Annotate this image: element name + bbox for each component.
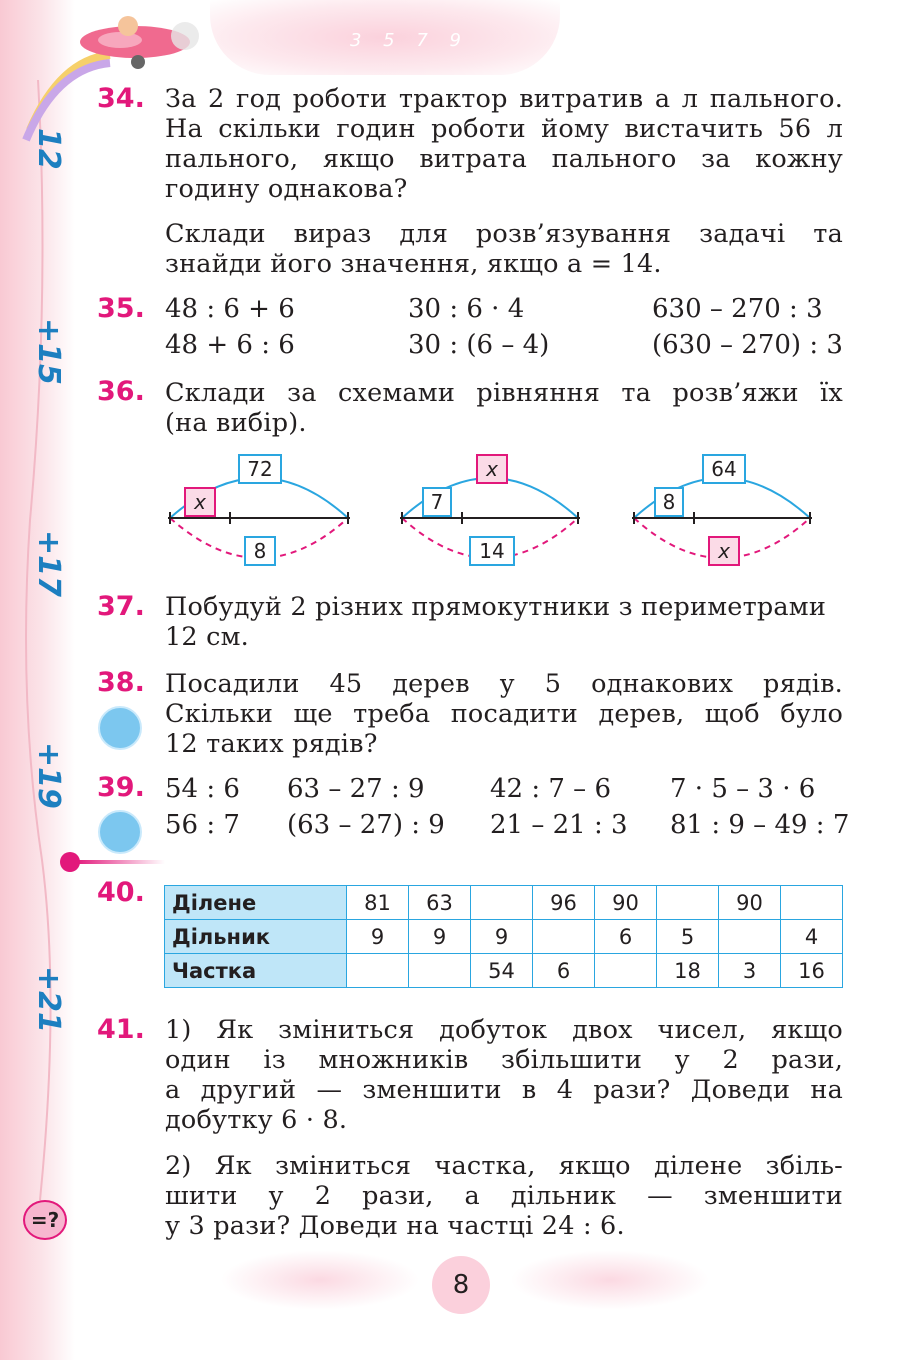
- task-number: 36.: [97, 376, 145, 407]
- task-number: 38.: [97, 667, 145, 698]
- sidebar-number: +15: [31, 318, 66, 385]
- row-header: Частка: [165, 954, 347, 988]
- task-text: а другий — зменшити в 4 рази? Доведи на: [165, 1075, 843, 1105]
- scheme-bottom-box: x: [708, 536, 740, 566]
- task-text: шити у 2 рази, а дільник — зменшити: [165, 1181, 843, 1211]
- expression: 21 – 21 : 3: [490, 810, 628, 840]
- table-cell: 4: [781, 920, 843, 954]
- task-number: 34.: [97, 83, 145, 114]
- expression: 48 + 6 : 6: [165, 330, 295, 360]
- task-text: Скільки ще треба посадити дерев, щоб було: [165, 699, 843, 729]
- table-row: [165, 954, 843, 988]
- table-cell: [347, 954, 409, 988]
- scheme-left-box: 8: [654, 487, 684, 517]
- task-text: 12 см.: [165, 622, 249, 652]
- scheme-bottom-box: 8: [244, 536, 276, 566]
- task-text: пального, якщо витрата пального за кожну: [165, 144, 843, 174]
- expression: 48 : 6 + 6: [165, 294, 295, 324]
- sidebar-number: +17: [31, 530, 66, 597]
- expression: (630 – 270) : 3: [652, 330, 843, 360]
- equals-question-icon: =?: [23, 1200, 67, 1240]
- table-cell: 81: [347, 886, 409, 920]
- task-text: За 2 год роботи трактор витратив а л пального.: [165, 84, 843, 114]
- table-cell: 63: [409, 886, 471, 920]
- scheme-left-box: 7: [422, 487, 452, 517]
- table-cell: 6: [595, 920, 657, 954]
- airplane-icon: [60, 0, 200, 80]
- table-row: [165, 920, 843, 954]
- table-cell: 9: [409, 920, 471, 954]
- table-cell: 9: [347, 920, 409, 954]
- table-cell: 90: [595, 886, 657, 920]
- task-number: 40.: [97, 877, 145, 908]
- sidebar-number: 12: [31, 128, 66, 170]
- table-cell: 3: [719, 954, 781, 988]
- table-cell: 96: [533, 886, 595, 920]
- table-cell: 90: [719, 886, 781, 920]
- scheme-bottom-box: 14: [469, 536, 515, 566]
- row-header: Дільник: [165, 920, 347, 954]
- table-cell: 16: [781, 954, 843, 988]
- table-cell: [533, 920, 595, 954]
- sidebar-number: +21: [31, 966, 66, 1033]
- task-text: (на вибір).: [165, 408, 307, 438]
- table-cell: [657, 886, 719, 920]
- table-cell: 54: [471, 954, 533, 988]
- task-text: Склади вираз для розв’язування задачі та: [165, 219, 843, 249]
- task-text: 1) Як зміниться добуток двох чисел, якщо: [165, 1015, 843, 1045]
- footer-cloud-left: [220, 1250, 420, 1310]
- task-text: у 3 рази? Доведи на частці 24 : 6.: [165, 1211, 625, 1241]
- task-number: 41.: [97, 1014, 145, 1045]
- table-cell: 5: [657, 920, 719, 954]
- scheme-top-box: x: [476, 454, 508, 484]
- task-number: 37.: [97, 591, 145, 622]
- task-text: годину однакова?: [165, 174, 408, 204]
- table-cell: 18: [657, 954, 719, 988]
- scheme-left-box: x: [184, 487, 216, 517]
- row-header: Ділене: [165, 886, 347, 920]
- task-text: 2) Як зміниться частка, якщо ділене збіль-: [165, 1151, 843, 1181]
- sidebar-number: +19: [31, 742, 66, 809]
- puzzle-icon: [98, 810, 142, 854]
- cloud-digits: 3 5 7 9: [350, 30, 469, 51]
- expression: (63 – 27) : 9: [287, 810, 445, 840]
- task-text: один із множників збільшити у 2 рази,: [165, 1045, 843, 1075]
- puzzle-icon: [98, 706, 142, 750]
- scheme-top-box: 64: [702, 454, 746, 484]
- table-cell: [719, 920, 781, 954]
- task-number: 39.: [97, 772, 145, 803]
- table-cell: [595, 954, 657, 988]
- task-text: 12 таких рядів?: [165, 729, 378, 759]
- expression: 54 : 6: [165, 774, 240, 804]
- expression: 42 : 7 – 6: [490, 774, 611, 804]
- table-cell: 6: [533, 954, 595, 988]
- table-cell: 9: [471, 920, 533, 954]
- task-number: 35.: [97, 293, 145, 324]
- page-number: 8: [432, 1256, 490, 1314]
- expression: 63 – 27 : 9: [287, 774, 425, 804]
- task-text: знайди його значення, якщо а = 14.: [165, 249, 662, 279]
- footer-cloud-right: [510, 1250, 710, 1310]
- expression: 7 · 5 – 3 · 6: [670, 774, 816, 804]
- task-text: добутку 6 · 8.: [165, 1105, 348, 1135]
- expression: 630 – 270 : 3: [652, 294, 823, 324]
- expression: 81 : 9 – 49 : 7: [670, 810, 850, 840]
- table-cell: [409, 954, 471, 988]
- task-text: На скільки годин роботи йому вистачить 56 л: [165, 114, 843, 144]
- task-text: Посадили 45 дерев у 5 однакових рядів.: [165, 669, 843, 699]
- division-table: [164, 885, 843, 988]
- task-text: Склади за схемами рівняння та розв’яжи їх: [165, 378, 843, 408]
- task-text: Побудуй 2 різних прямокутники з периметрами: [165, 592, 827, 622]
- expression: 30 : 6 · 4: [408, 294, 525, 324]
- table-row: [165, 886, 843, 920]
- scheme-top-box: 72: [238, 454, 282, 484]
- table-cell: [781, 886, 843, 920]
- expression: 56 : 7: [165, 810, 240, 840]
- marker-line: [75, 860, 165, 864]
- table-cell: [471, 886, 533, 920]
- expression: 30 : (6 – 4): [408, 330, 550, 360]
